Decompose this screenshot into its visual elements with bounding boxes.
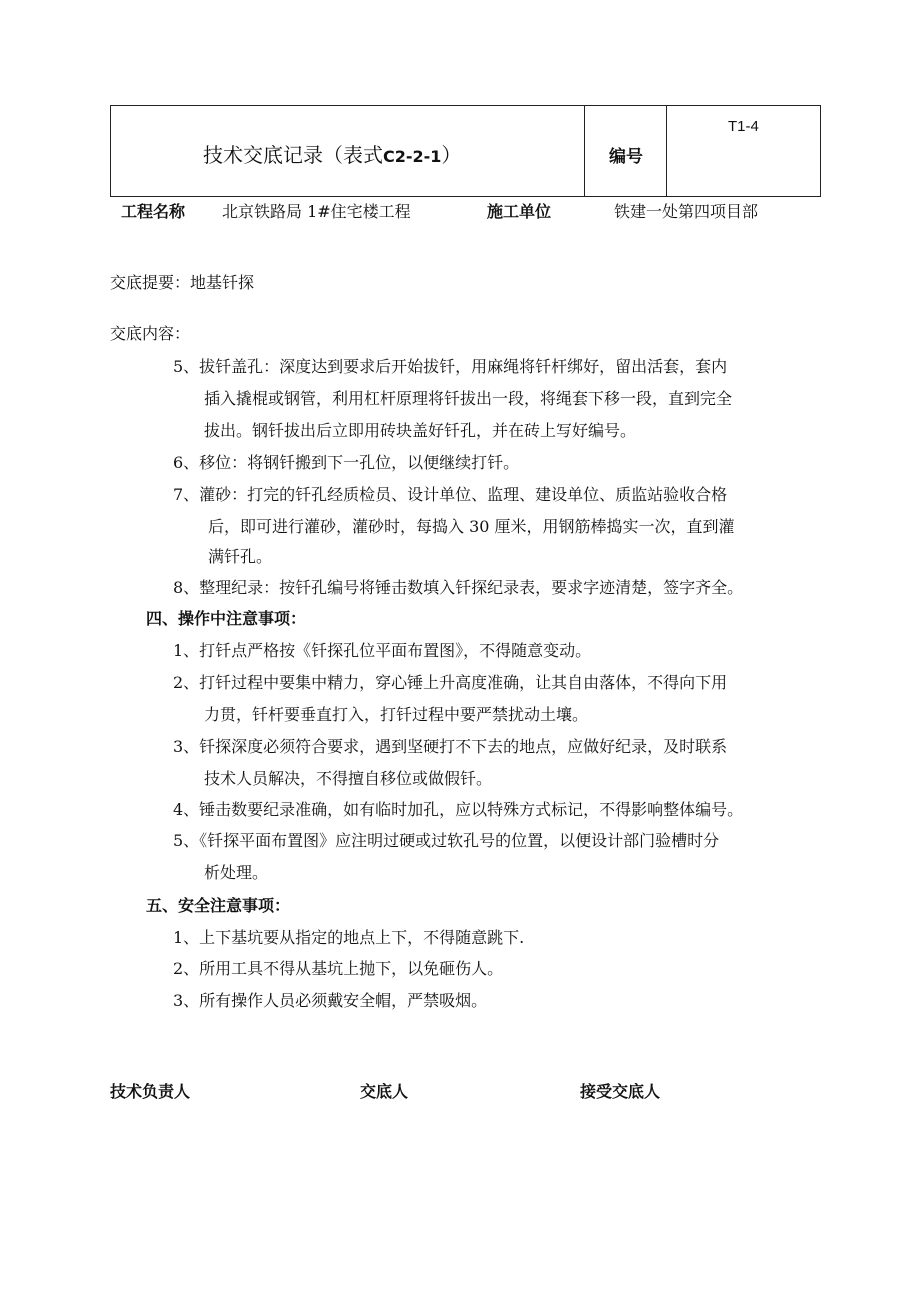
- summary-value: 地基钎探: [190, 273, 255, 292]
- content-label: 交底内容：: [110, 324, 191, 343]
- step-line: 拔出。钢钎拔出后立即用砖块盖好钎孔，并在砖上写好编号。: [204, 421, 637, 440]
- signature-presenter: 交底人: [360, 1082, 409, 1101]
- note-line: 力贯，钎杆要垂直打入，打钎过程中要严禁扰动土壤。: [204, 705, 589, 724]
- note-line: 2、打钎过程中要集中精力，穿心锤上升高度准确，让其自由落体，不得向下用: [173, 673, 728, 692]
- form-code: C2-2-1: [383, 147, 442, 166]
- step-line: 满钎孔。: [208, 547, 273, 566]
- note-line: 技术人员解决，不得擅自移位或做假钎。: [204, 769, 493, 788]
- signature-receiver: 接受交底人: [580, 1082, 661, 1101]
- step-line: 后，即可进行灌砂，灌砂时，每捣入 30 厘米，用钢筋棒捣实一次，直到灌: [208, 517, 735, 536]
- section-heading: 五、安全注意事项：: [146, 896, 291, 915]
- signature-tech-lead: 技术负责人: [110, 1082, 191, 1101]
- number-value: T1-4: [728, 118, 759, 135]
- construction-unit-label: 施工单位: [487, 202, 552, 221]
- safety-line: 3、所有操作人员必须戴安全帽，严禁吸烟。: [173, 991, 488, 1010]
- project-name-value: 北京铁路局 1#住宅楼工程: [222, 202, 411, 221]
- step-line: 5、拔钎盖孔：深度达到要求后开始拔钎，用麻绳将钎杆绑好，留出活套，套内: [173, 357, 728, 376]
- safety-line: 2、所用工具不得从基坑上抛下，以免砸伤人。: [173, 959, 504, 978]
- note-line: 4、锤击数要纪录准确，如有临时加孔，应以特殊方式标记，不得影响整体编号。: [173, 800, 744, 819]
- step-line: 7、灌砂：打完的钎孔经质检员、设计单位、监理、建设单位、质监站验收合格: [173, 485, 728, 504]
- safety-line: 1、上下基坑要从指定的地点上下，不得随意跳下.: [173, 928, 525, 947]
- step-line: 6、移位：将钢钎搬到下一孔位，以便继续打钎。: [173, 453, 520, 472]
- note-line: 1、打钎点严格按《钎探孔位平面布置图》，不得随意变动。: [173, 641, 592, 660]
- header-table: [110, 105, 821, 197]
- header-divider: [666, 106, 667, 196]
- title-end: ）: [441, 143, 462, 167]
- section-heading: 四、操作中注意事项：: [146, 609, 307, 628]
- step-line: 8、整理纪录：按钎孔编号将锤击数填入钎探纪录表，要求字迹清楚，签字齐全。: [173, 578, 744, 597]
- note-line: 析处理。: [204, 863, 269, 882]
- project-name-label: 工程名称: [121, 202, 186, 221]
- title-text: 技术交底记录（表式: [203, 143, 383, 167]
- note-line: 3、钎探深度必须符合要求，遇到坚硬打不下去的地点，应做好纪录，及时联系: [173, 737, 728, 756]
- note-line: 5、《钎探平面布置图》应注明过硬或过软孔号的位置，以便设计部门验槽时分: [173, 831, 720, 850]
- document-title: [203, 139, 461, 168]
- step-line: 插入撬棍或钢管，利用杠杆原理将钎拔出一段，将绳套下移一段，直到完全: [204, 389, 733, 408]
- construction-unit-value: 铁建一处第四项目部: [614, 202, 759, 221]
- summary-line: [110, 272, 254, 294]
- header-divider: [584, 106, 585, 196]
- summary-label: 交底提要：: [110, 273, 191, 292]
- number-label: 编号: [609, 147, 643, 167]
